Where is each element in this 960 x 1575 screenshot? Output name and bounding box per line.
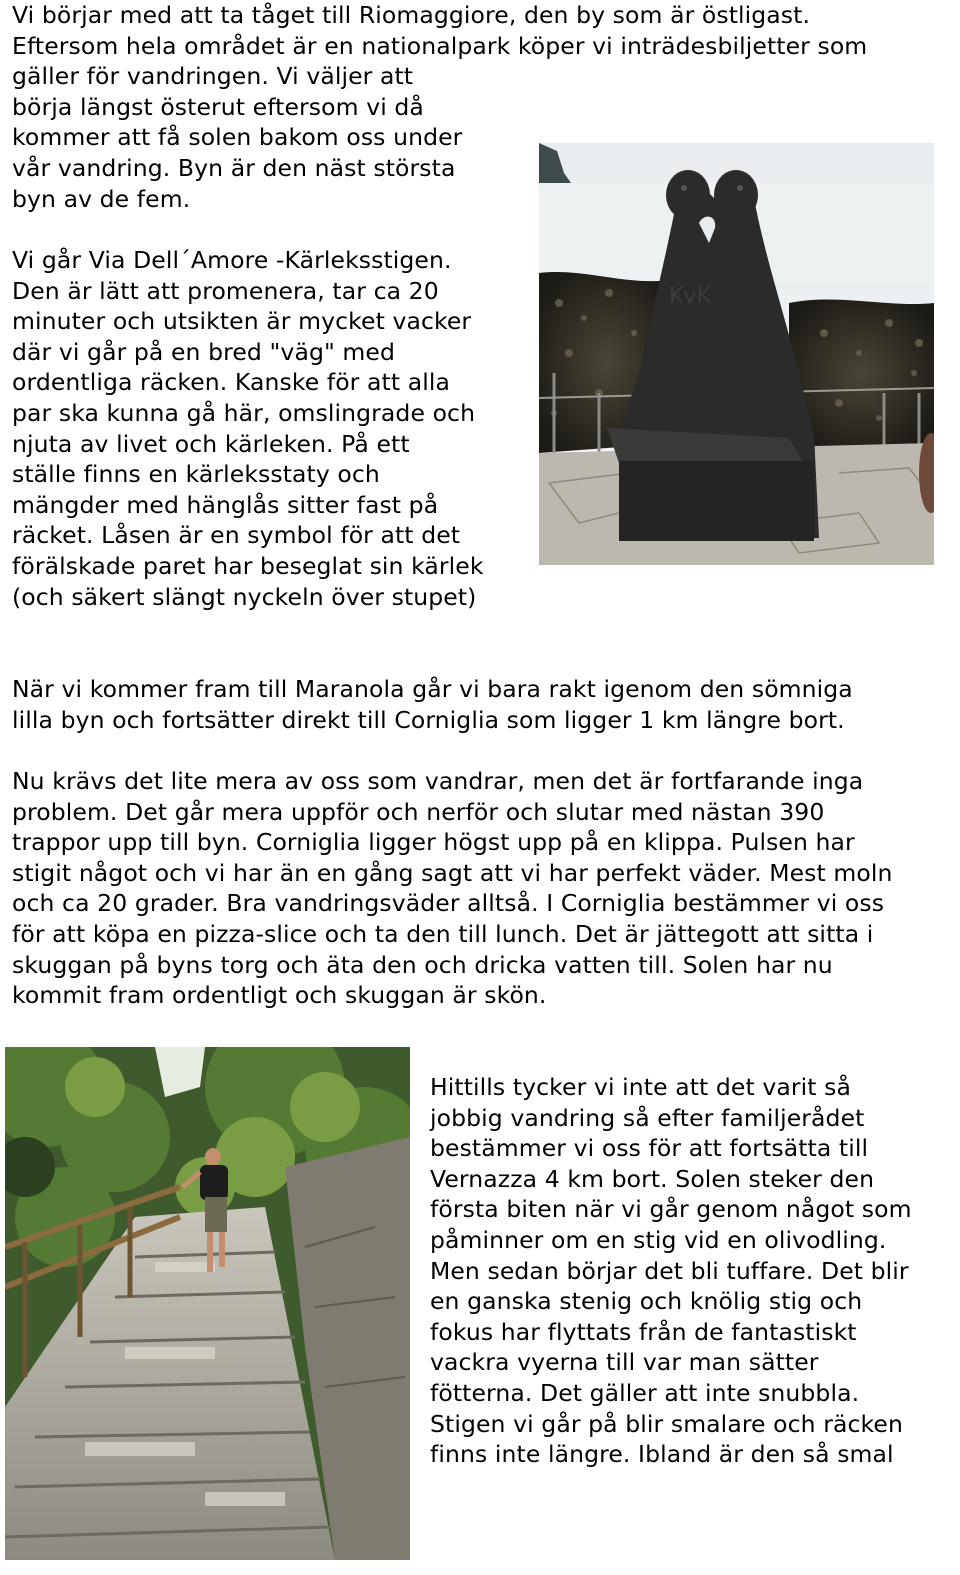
vernazza-paragraph bbox=[430, 1072, 912, 1470]
stone-stairs-image bbox=[5, 1047, 410, 1560]
text-line: Hittills tycker vi inte att det varit så bbox=[430, 1073, 851, 1101]
text-line: minuter och utsikten är mycket vacker bbox=[12, 307, 472, 336]
text-line: finns inte längre. Ibland är den så smal bbox=[430, 1440, 894, 1469]
text-line: och ca 20 grader. Bra vandringsväder alltså. I Corniglia bestämmer vi oss bbox=[12, 889, 885, 918]
text-line: förälskade paret har beseglat sin kärlek bbox=[12, 551, 484, 580]
text-line: När vi kommer fram till Maranola går vi bara rakt igenom den sömniga bbox=[12, 675, 853, 703]
text-line: Vi börjar med att ta tåget till Riomaggiore, den by som är östligast. bbox=[12, 1, 811, 29]
text-line: Vi går Via Dell´Amore -Kärleksstigen. bbox=[12, 246, 452, 274]
text-line: för att köpa en pizza-slice och ta den till lunch. Det är jättegott att sitta i bbox=[12, 919, 874, 948]
text-line: (och säkert slängt nyckeln över stupet) bbox=[12, 582, 477, 611]
text-line: vår vandring. Byn är den näst största bbox=[12, 153, 456, 182]
text-line: ställe finns en kärleksstaty och bbox=[12, 460, 380, 489]
text-line: gäller för vandringen. Vi väljer att bbox=[12, 62, 414, 91]
text-line: en ganska stenig och knölig stig och bbox=[430, 1287, 863, 1316]
text-line: byn av de fem. bbox=[12, 184, 191, 213]
text-line: fokus har flyttats från de fantastiskt bbox=[430, 1317, 857, 1346]
text-line: lilla byn och fortsätter direkt till Corniglia som ligger 1 km längre bort. bbox=[12, 705, 845, 734]
text-line: ordentliga räcken. Kanske för att alla bbox=[12, 368, 450, 397]
text-line: vackra vyerna till var man sätter bbox=[430, 1348, 819, 1377]
text-line: Nu krävs det lite mera av oss som vandrar, men det är fortfarande inga bbox=[12, 767, 864, 795]
text-line: där vi går på en bred "väg" med bbox=[12, 337, 396, 366]
text-line: Vernazza 4 km bort. Solen steker den bbox=[430, 1164, 875, 1193]
text-line: bestämmer vi oss för att fortsätta till bbox=[430, 1134, 869, 1163]
text-line: par ska kunna gå här, omslingrade och bbox=[12, 398, 476, 427]
text-line: Eftersom hela området är en nationalpark köper vi inträdesbiljetter som bbox=[12, 31, 868, 60]
text-line: problem. Det går mera uppför och nerför och slutar med nästan 390 bbox=[12, 797, 825, 826]
love-statue-photo bbox=[539, 143, 934, 565]
text-line: börja längst österut eftersom vi då bbox=[12, 92, 424, 121]
text-line: mängder med hänglås sitter fast på bbox=[12, 490, 439, 519]
statue-engraving: KvK bbox=[669, 284, 711, 309]
manarola-paragraph bbox=[12, 674, 853, 735]
text-line: påminner om en stig vid en olivodling. bbox=[430, 1225, 887, 1254]
text-line: stigit något och vi har än en gång sagt att vi har perfekt väder. Mest moln bbox=[12, 858, 893, 887]
text-line: kommer att få solen bakom oss under bbox=[12, 123, 463, 152]
text-line: räcket. Låsen är en symbol för att det bbox=[12, 521, 461, 550]
text-line: skuggan på byns torg och äta den och dricka vatten till. Solen har nu bbox=[12, 950, 833, 979]
text-line: Den är lätt att promenera, tar ca 20 bbox=[12, 276, 439, 305]
text-line: kommit fram ordentligt och skuggan är skön. bbox=[12, 981, 547, 1010]
text-line: första biten när vi går genom något som bbox=[430, 1195, 912, 1224]
text-line: fötterna. Det gäller att inte snubbla. bbox=[430, 1378, 860, 1407]
corniglia-paragraph bbox=[12, 766, 893, 1011]
stone-stairs-photo bbox=[5, 1047, 410, 1560]
love-path-paragraph bbox=[12, 245, 484, 612]
text-line: jobbig vandring så efter familjerådet bbox=[430, 1103, 865, 1132]
text-line: njuta av livet och kärleken. På ett bbox=[12, 429, 410, 458]
text-line: Men sedan börjar det bli tuffare. Det blir bbox=[430, 1256, 909, 1285]
text-line: Stigen vi går på blir smalare och räcken bbox=[430, 1409, 903, 1438]
text-line: trappor upp till byn. Corniglia ligger högst upp på en klippa. Pulsen har bbox=[12, 828, 855, 857]
love-statue-image bbox=[539, 143, 934, 565]
